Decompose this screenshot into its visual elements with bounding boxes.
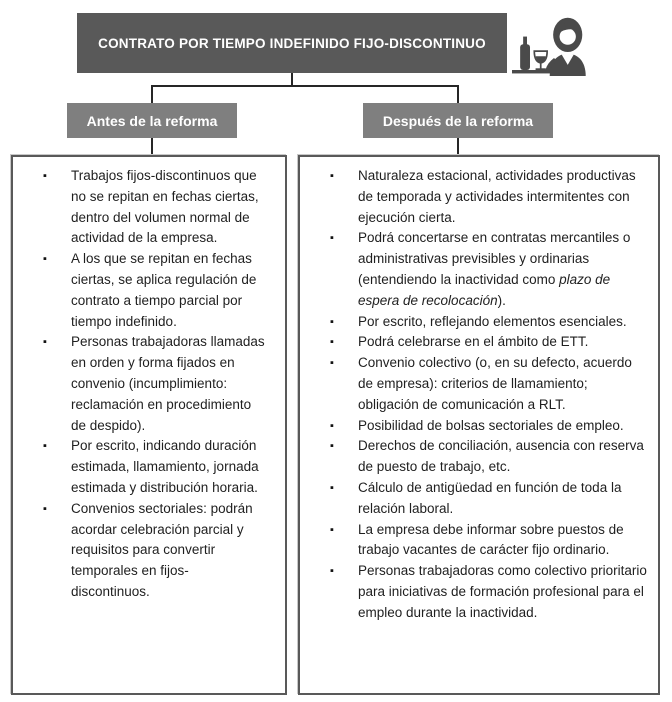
after-reform-box bbox=[298, 155, 660, 695]
bullet-square-icon: ▪ bbox=[330, 523, 334, 536]
bullet-item bbox=[330, 312, 648, 333]
bullet-text: Trabajos fijos-discontinuos que no se repitan en fechas ciertas, dentro del volumen normal de actividad de la empresa. bbox=[71, 168, 259, 246]
title-banner bbox=[77, 13, 507, 73]
bullet-text: Cálculo de antigüedad en función de toda la relación laboral. bbox=[358, 479, 622, 516]
bullet-text: A los que se repitan en fechas ciertas, se aplica regulación de contrato a tiempo parcial por tiempo indefinido. bbox=[71, 251, 257, 329]
column-header-after-label: Después de la reforma bbox=[382, 112, 534, 129]
bullet-square-icon: ▪ bbox=[330, 419, 334, 432]
bullet-square-icon: ▪ bbox=[330, 440, 334, 453]
bullet-square-icon: ▪ bbox=[43, 336, 47, 349]
bullet-item bbox=[330, 520, 648, 562]
column-header-before-label: Antes de la reforma bbox=[86, 112, 218, 129]
column-header-before bbox=[67, 103, 237, 138]
bullet-square-icon: ▪ bbox=[43, 502, 47, 515]
bullet-item bbox=[330, 166, 648, 228]
bullet-item bbox=[330, 436, 648, 478]
bullet-text: Posibilidad de bolsas sectoriales de empleo. bbox=[358, 417, 624, 433]
bullet-item bbox=[330, 478, 648, 520]
bullet-square-icon: ▪ bbox=[330, 336, 334, 349]
bullet-text: Convenios sectoriales: podrán acordar celebración parcial y requisitos para convertir temporales en fijos-discontinuos. bbox=[71, 500, 253, 599]
connector-subbox-right bbox=[457, 137, 459, 156]
bullet-text: Por escrito, indicando duración estimada, llamamiento, jornada estimada y distribución horaria. bbox=[71, 438, 259, 495]
connector-horizontal bbox=[151, 85, 459, 87]
bullet-square-icon: ▪ bbox=[330, 170, 334, 182]
before-reform-list bbox=[13, 157, 285, 611]
bullet-square-icon: ▪ bbox=[330, 565, 334, 578]
before-reform-box bbox=[11, 155, 287, 695]
bullet-square-icon: ▪ bbox=[43, 170, 47, 182]
page-title: CONTRATO POR TIEMPO INDEFINIDO FIJO-DISCONTINUO bbox=[98, 35, 486, 51]
bullet-text: Personas trabajadoras llamadas en orden y forma fijados en convenio (incumplimiento: reclamación en procedimiento de despido). bbox=[71, 334, 265, 433]
after-reform-list bbox=[300, 157, 658, 632]
bullet-item bbox=[330, 332, 648, 353]
bullet-text: Por escrito, reflejando elementos esenciales. bbox=[358, 313, 627, 329]
bullet-item bbox=[43, 332, 267, 436]
bullet-item bbox=[43, 436, 267, 498]
column-header-after bbox=[363, 103, 553, 138]
connector-subbox-left bbox=[151, 137, 153, 156]
bullet-square-icon: ▪ bbox=[330, 232, 334, 245]
bullet-square-icon: ▪ bbox=[43, 440, 47, 453]
bullet-item bbox=[330, 353, 648, 415]
connector-drop-left bbox=[151, 85, 153, 104]
bullet-text: Podrá concertarse en contratas mercantiles o administrativas previsibles y ordinarias (entendiendo la inactividad como plazo de espera de recolocación). bbox=[358, 230, 631, 308]
bullet-item bbox=[330, 228, 648, 311]
bullet-square-icon: ▪ bbox=[330, 315, 334, 328]
connector-drop-right bbox=[457, 85, 459, 104]
bullet-square-icon: ▪ bbox=[330, 357, 334, 370]
bullet-text: Derechos de conciliación, ausencia con reserva de puesto de trabajo, etc. bbox=[358, 438, 644, 475]
waitress-icon bbox=[511, 16, 597, 76]
bullet-item bbox=[330, 416, 648, 437]
bullet-text: Naturaleza estacional, actividades productivas de temporada y actividades intermitentes con ejecución cierta. bbox=[358, 168, 636, 225]
bullet-item bbox=[43, 249, 267, 332]
bullet-square-icon: ▪ bbox=[43, 253, 47, 266]
bullet-text: La empresa debe informar sobre puestos de trabajo vacantes de carácter fijo ordinario. bbox=[358, 521, 624, 558]
bullet-square-icon: ▪ bbox=[330, 481, 334, 494]
bullet-text: Personas trabajadoras como colectivo prioritario para iniciativas de formación profesional para el empleo durante la inactividad. bbox=[358, 563, 647, 620]
bullet-item bbox=[330, 561, 648, 623]
bullet-item bbox=[43, 166, 267, 249]
bullet-text: Convenio colectivo (o, en su defecto, acuerdo de empresa): criterios de llamamiento; obligación de comunicación a RLT. bbox=[358, 355, 632, 412]
bullet-text: Podrá celebrarse en el ámbito de ETT. bbox=[358, 334, 589, 350]
bullet-item bbox=[43, 499, 267, 603]
